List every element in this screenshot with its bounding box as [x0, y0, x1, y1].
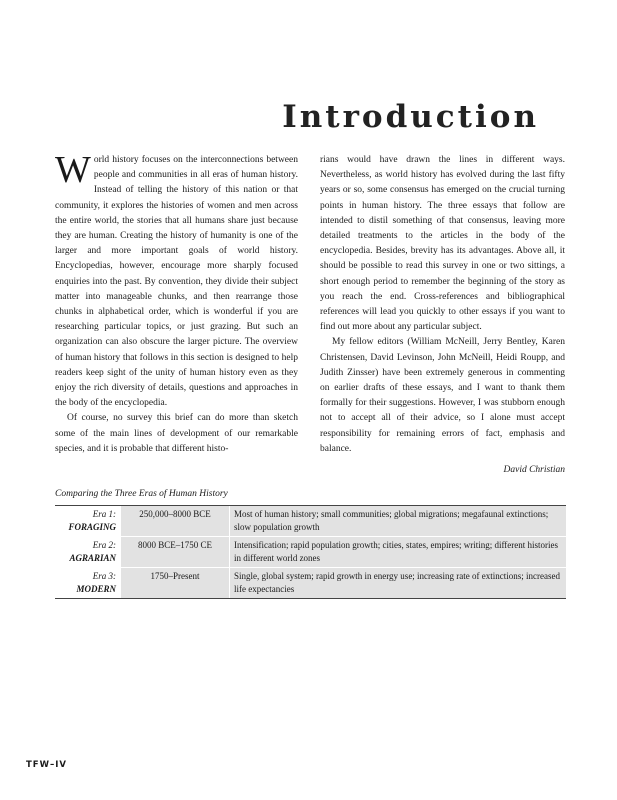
era-cell	[55, 568, 121, 599]
era-name: MODERN	[76, 584, 116, 594]
body-paragraph: rians would have drawn the lines in different ways. Nevertheless, as world history has evolved during the last fifty years or so, some consensus has emerged on the crucial turning points in human history. The three essays that follow are intended to distil something of that consensus, leaving more detailed treatments to the articles in the body of the encyclopedia. Besides, brevity has its advantages. Above all, it should be possible to read this survey in one or two sittings, a short enough period to remember the beginning of the story as you reach the end. Cross-references and bibliographical references will lead you quickly to other essays if you want to find out more about any particular subject.	[320, 155, 565, 333]
table-row	[55, 506, 566, 537]
description-cell: Most of human history; small communities; global migrations; megafaunal extinctions; slow population growth	[230, 506, 567, 537]
era-label: Era 2:	[92, 540, 116, 550]
eras-table	[55, 505, 566, 599]
date-start-unit: BCE	[193, 509, 211, 519]
left-text-column	[55, 149, 298, 457]
page-footer: TFW–IV	[26, 760, 67, 770]
body-paragraph: Of course, no survey this brief can do more than sketch some of the main lines of development of our remarkable species, and it is probable that different histo-	[55, 413, 298, 454]
paragraph-text: orld history focuses on the interconnections between people and communities in all eras of human history. Instead of telling the history of this nation or that community, it explores the histories of women and men across the entire world, the stories that all humans share just because they are human. Creating the history of humanity is one of the larger and more important goals of world history. Encyclopedias, however, encourage more sharply focused enquiries into the past. By convention, they divide their subject matter into manageable chunks, and then rearrange those chunks in alphabetical order, which is wonderful if you are researching particular topics, or just grazing. But such an organization can also obscure the larger picture. The overview of human history that follows in this section is designed to help readers keep sight of the unity of human history even as they enjoy the rich diversity of details, questions and approaches in the body of the encyclopedia.	[55, 155, 298, 409]
era-name: AGRARIAN	[69, 553, 116, 563]
era-name: FORAGING	[68, 522, 116, 532]
table-row	[55, 537, 566, 568]
dates-cell	[121, 537, 230, 568]
dates-cell	[121, 568, 230, 599]
table-caption: Comparing the Three Eras of Human History	[55, 489, 228, 499]
era-label: Era 1:	[92, 509, 116, 519]
author-signature: David Christian	[503, 465, 565, 476]
date-end: –1750	[175, 540, 199, 550]
body-paragraph: My fellow editors (William McNeill, Jerry Bentley, Karen Christensen, David Levinson, John McNeill, Heidi Roupp, and Judith Zinsser) have been extremely generous in commenting on earlier drafts of these essays, and I want to thank them formally for their suggestions. However, I was stubborn enough not to accept all of their advice, so I alone must accept responsibility for remaining errors of fact, emphasis and balance.	[320, 337, 565, 454]
era-cell	[55, 537, 121, 568]
body-paragraph	[55, 149, 298, 411]
date-start: 8000	[137, 540, 156, 550]
table-row	[55, 568, 566, 599]
date-start-unit: BCE	[158, 540, 176, 550]
description-cell: Intensification; rapid population growth; cities, states, empires; writing; different histories in different world zones	[230, 537, 567, 568]
era-label: Era 3:	[92, 571, 116, 581]
right-text-column	[320, 153, 565, 478]
date-end-unit: CE	[200, 540, 213, 550]
date-start: 250,000–8000	[139, 509, 191, 519]
description-cell: Single, global system; rapid growth in energy use; increasing rate of extinctions; increased life expectancies	[230, 568, 567, 599]
dates-cell	[121, 506, 230, 537]
era-cell	[55, 506, 121, 537]
drop-cap: W	[55, 149, 91, 191]
page-title: Introduction	[282, 98, 539, 135]
date-start: 1750–Present	[150, 571, 200, 581]
